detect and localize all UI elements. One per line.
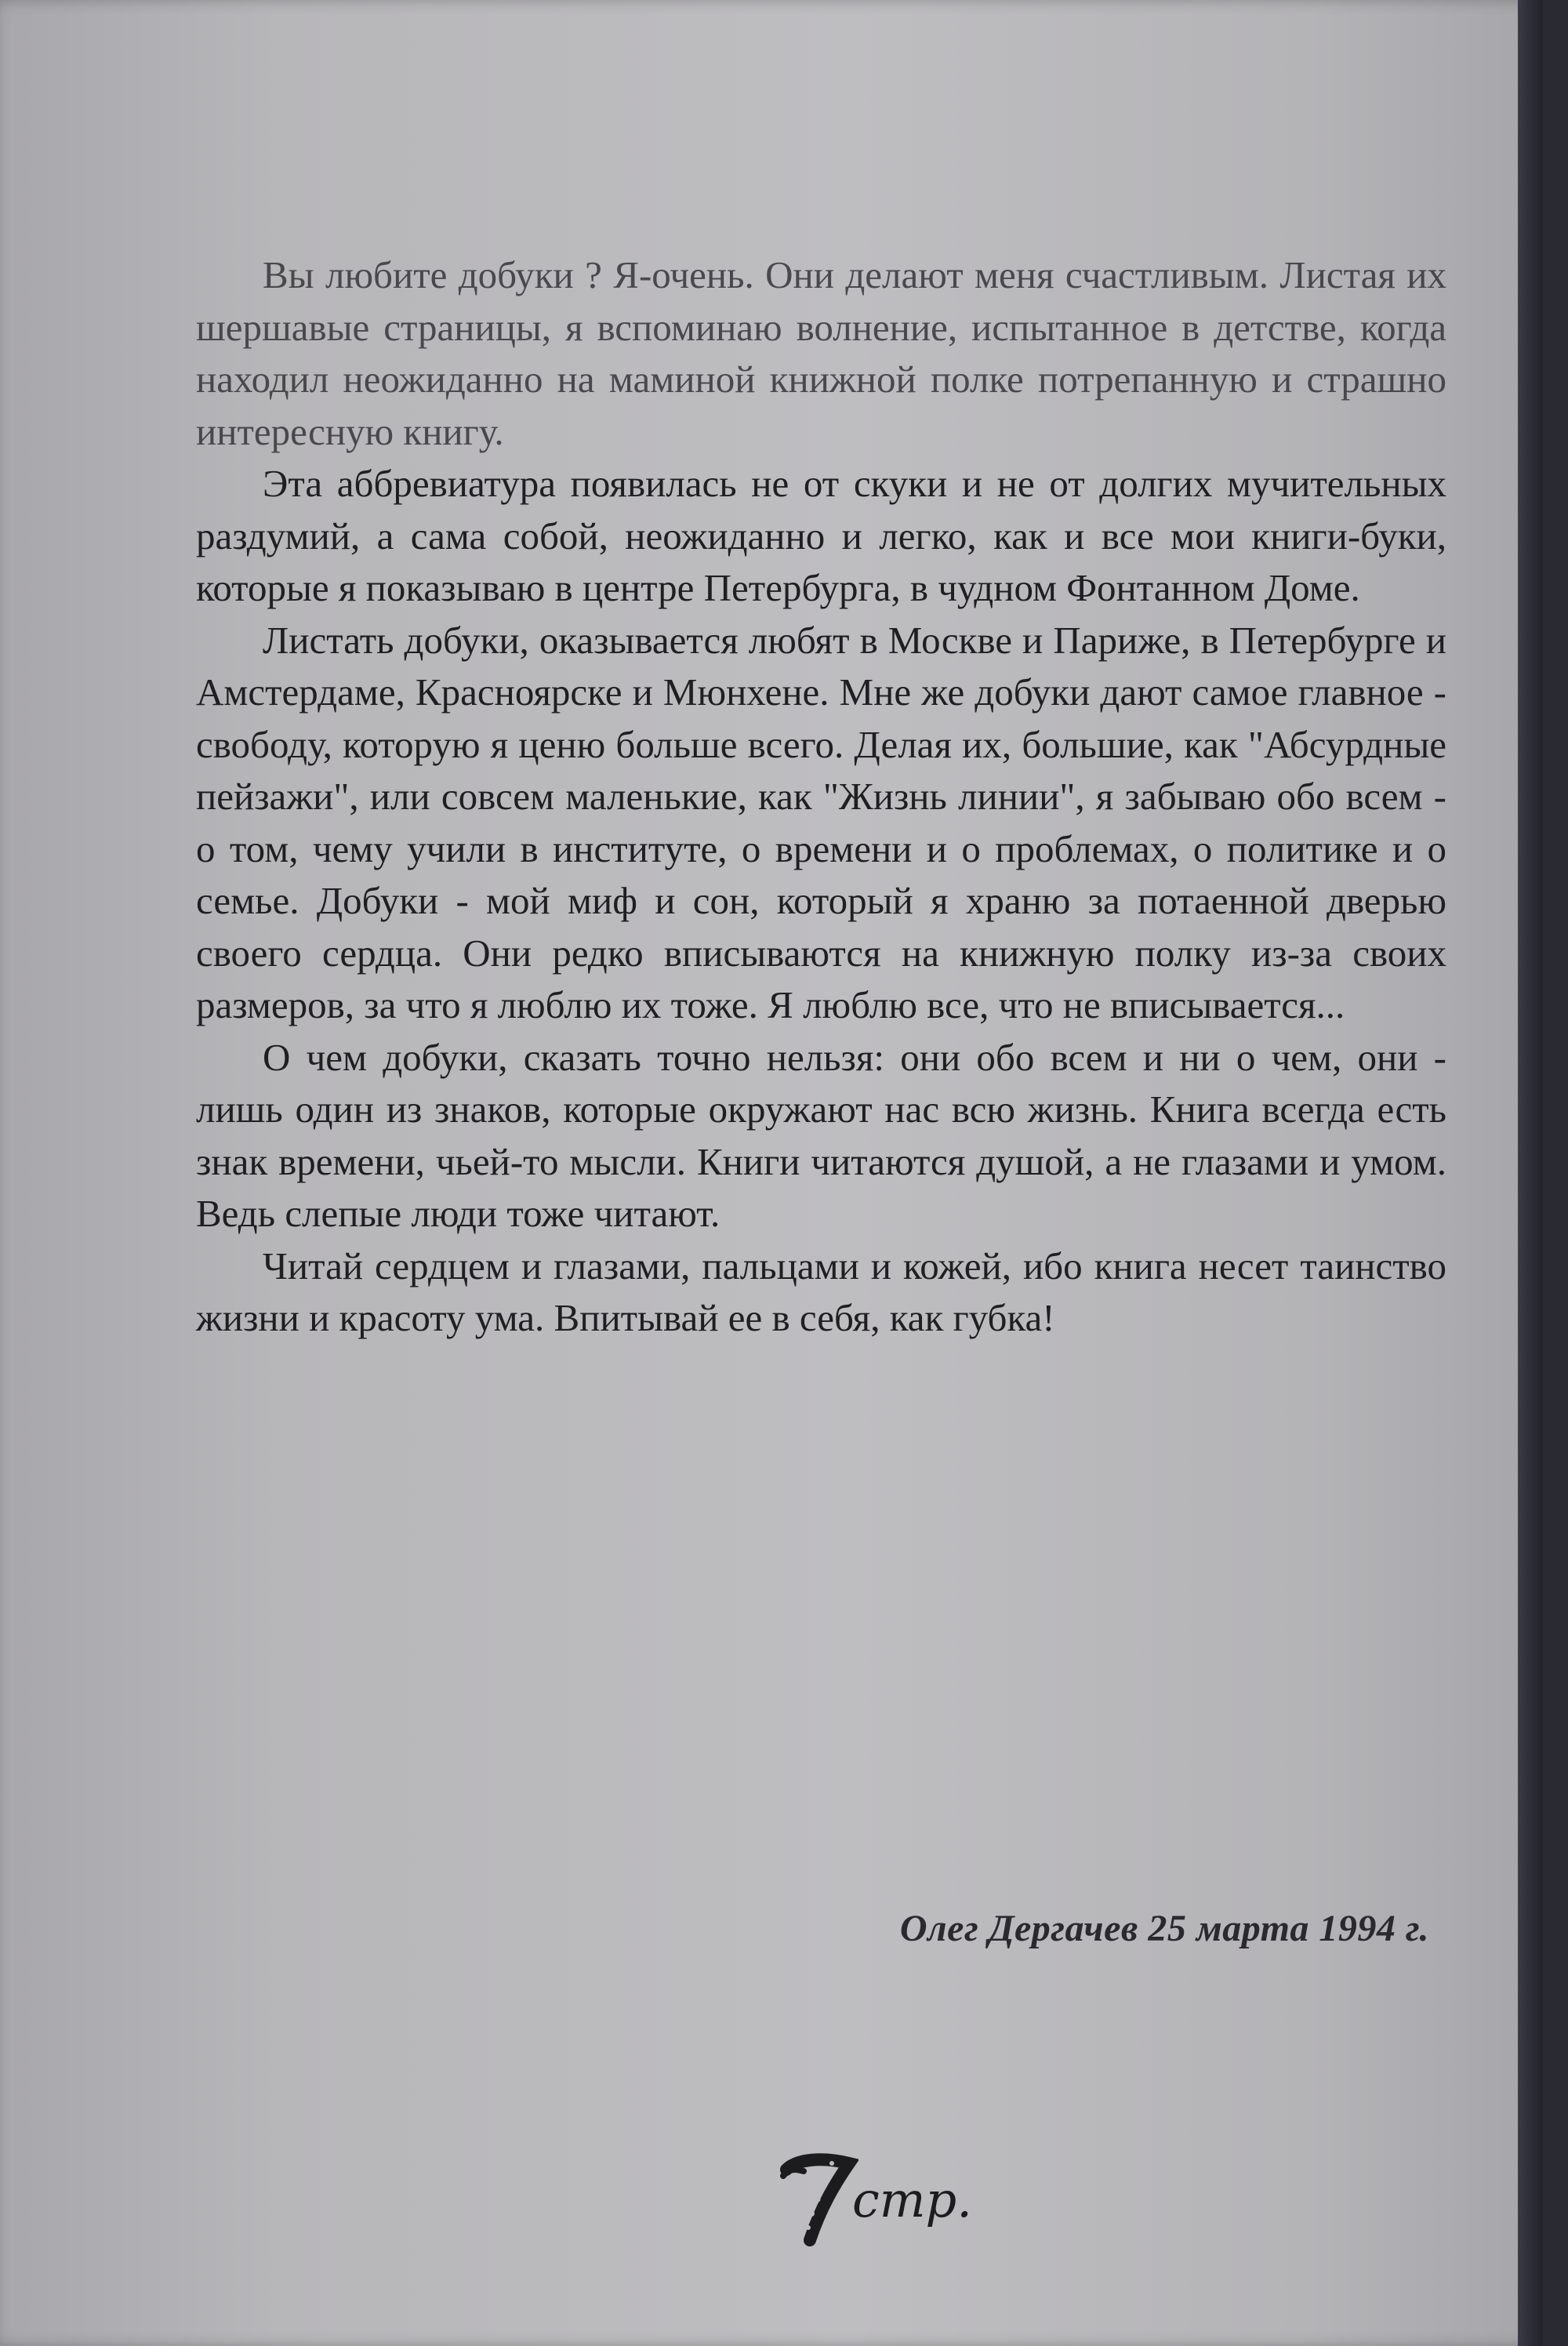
paragraph-3: Листать добуки, оказывается любят в Москве и Париже, в Петербурге и Амстердаме, Красноярске и Мюнхене. Мне же добуки дают самое главное - свободу, которую я ценю больше всего. Делая их, большие, как "Абсурдные пейзажи", или совсем маленькие, как "Жизнь линии", я забываю обо всем - о том, чему учили в институте, о времени и о проблемах, о политике и о семье. Добуки - мой миф и сон, который я храню за потаенной дверью своего сердца. Они редко вписываются на книжную полку из-за своих размеров, за что я люблю их тоже. Я люблю все, что не вписывается... xyxy=(196,618,1446,1026)
main-text xyxy=(196,249,1446,1345)
author-signature: Олег Дергачев 25 марта 1994 г. xyxy=(899,1908,1429,1949)
paragraph-4: О чем добуки, сказать точно нельзя: они обо всем и ни о чем, они - лишь один из знаков, которые окружают нас всю жизнь. Книга всегда есть знак времени, чьей-то мысли. Книги читаются душой, а не глазами и умом. Ведь слепые люди тоже читают. xyxy=(196,1035,1446,1235)
paragraph-1: Вы любите добуки ? Я-очень. Они делают меня счастливым. Листая их шершавые страницы, я вспоминаю волнение, испытанное в детстве, когда находил неожиданно на маминой книжной полке потрепанную и страшно интересную книгу. xyxy=(196,253,1446,453)
page-edge-shadow xyxy=(1518,0,1543,2346)
page-number-mark xyxy=(780,2152,1007,2254)
page-label: стр. xyxy=(852,2171,972,2228)
page-number-glyph xyxy=(780,2152,858,2246)
paragraph-2: Эта аббревиатура появилась не от скуки и не от долгих мучительных раздумий, а сама собой, неожиданно и легко, как и все мои книги-буки, которые я показываю в центре Петербурга, в чудном Фонтанном Доме. xyxy=(196,462,1446,609)
paragraph-5: Читай сердцем и глазами, пальцами и кожей, ибо книга несет таинство жизни и красоту ума. Впитывай ее в себя, как губка! xyxy=(196,1244,1446,1339)
